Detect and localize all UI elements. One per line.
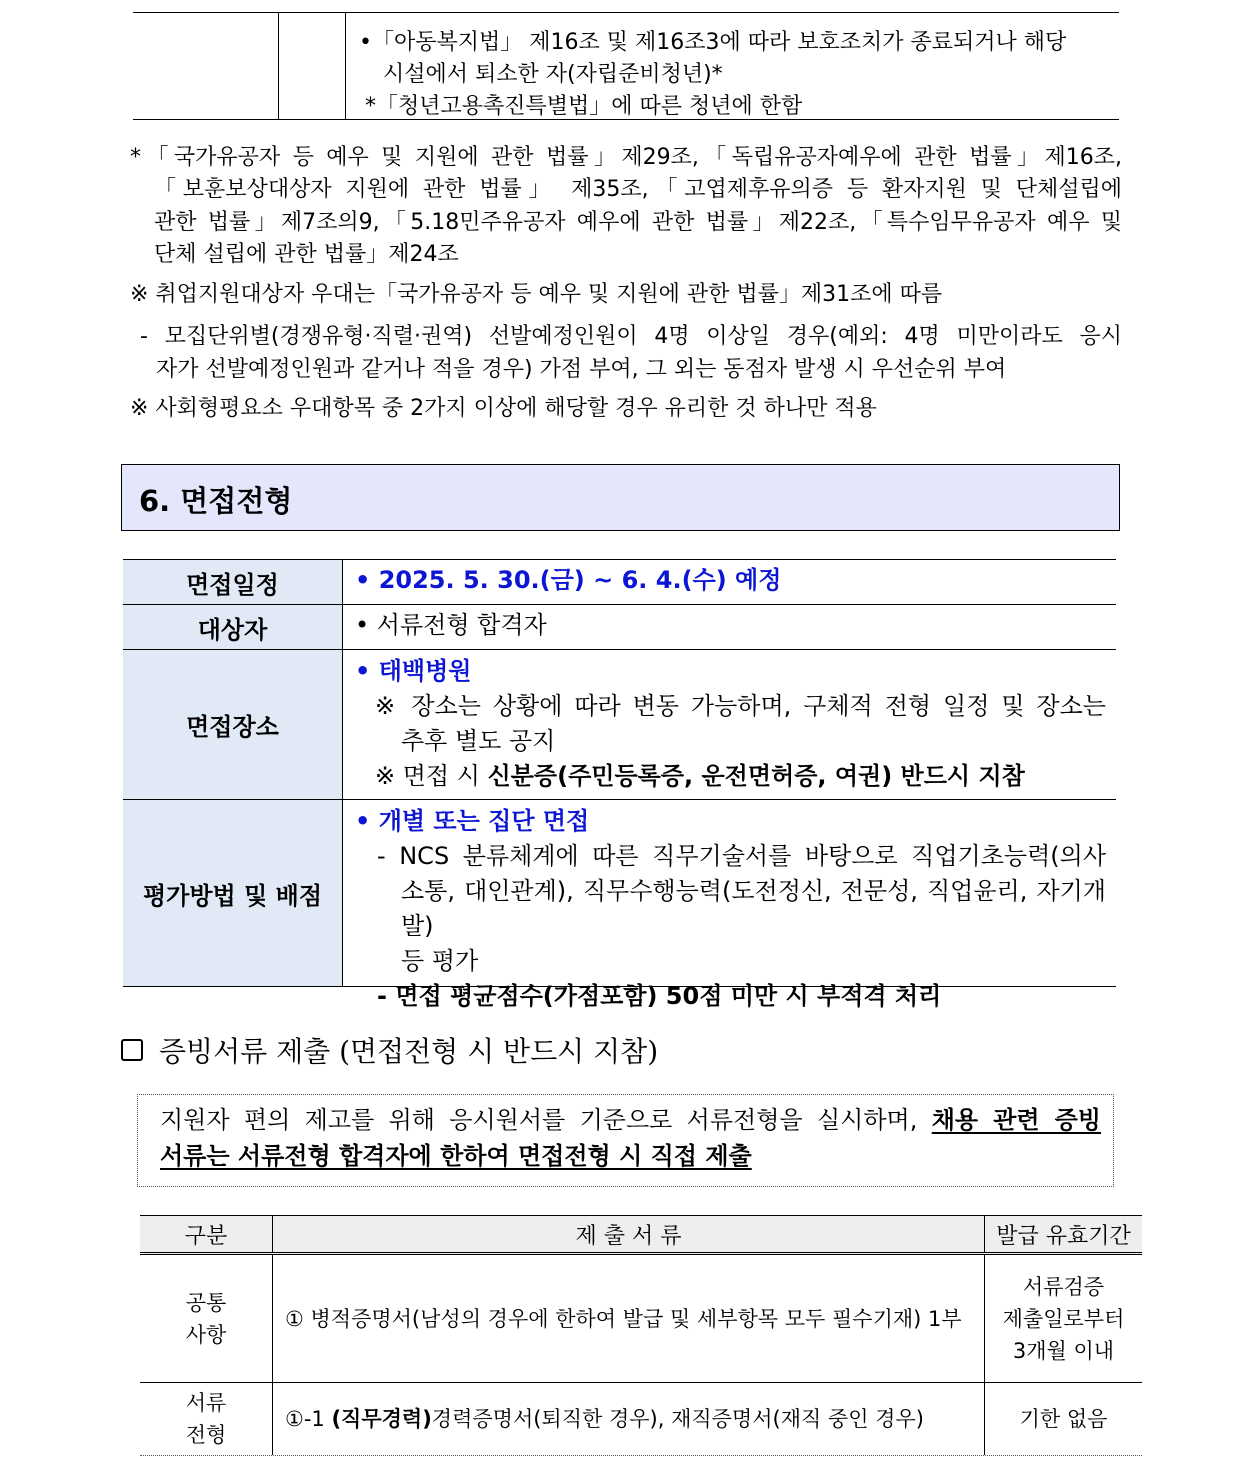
place-note: 추후 별도 공지 [401, 727, 556, 755]
documents-table [140, 1215, 1142, 1456]
bonus-points-note: 자가 선발예정인원과 같거나 적을 경우) 가점 부여, 그 외는 동점자 발생 시 우선순위 부여 [156, 357, 1007, 382]
documents-section-heading [121, 1030, 658, 1070]
eligibility-table-fragment [133, 12, 1119, 120]
eval-detail: 등 평가 [401, 947, 479, 975]
row-category: 서류 전형 [185, 1391, 227, 1447]
disqualification-rule: - 면접 평균점수(가점포함) 50점 미만 시 부적격 처리 [377, 982, 942, 1010]
section-header [121, 464, 1120, 531]
law-footnote-line: 관한 법률」제7조의9,「5.18민주유공자 예우에 관한 법률」제22조,「특수임무유공자 예우 및 [154, 210, 1122, 235]
table-row [123, 605, 1116, 650]
eval-detail: 소통, 대인관계), 직무수행능력(도전정신, 전문성, 직업윤리, 자기개발) [401, 877, 1106, 940]
notice-line: 서류는 서류전형 합격자에 한하여 면접전형 시 직접 제출 [160, 1142, 752, 1170]
header-documents: 제 출 서 류 [272, 1216, 985, 1252]
employment-support-note: ※ 취업지원대상자 우대는「국가유공자 등 예우 및 지원에 관한 법률」제31조에 따름 [130, 282, 943, 307]
row-category: 공통 사항 [185, 1290, 227, 1347]
id-card-requirement: 신분증(주민등록증, 운전면허증, 여권) 반드시 지참 [487, 762, 1025, 790]
table-header-row [140, 1215, 1142, 1255]
place-note: ※ 장소는 상황에 따라 변동 가능하며, 구체적 전형 일정 및 장소는 [375, 692, 1106, 720]
social-equity-note: ※ 사회형평요소 우대항목 중 2가지 이상에 해당할 경우 유리한 것 하나만 적용 [130, 396, 877, 421]
header-category: 구분 [184, 1223, 228, 1249]
section-title: 6. 면접전형 [139, 484, 293, 518]
eligibility-footnote: *「청년고용촉진특별법」에 따른 청년에 한함 [365, 94, 803, 119]
interview-table [123, 559, 1116, 1010]
documents-notice-box [137, 1094, 1114, 1187]
schedule-value: • 2025. 5. 30.(금) ~ 6. 4.(수) 예정 [355, 566, 782, 594]
schedule-label: 면접일정 [123, 560, 343, 604]
notice-line: 지원자 편의 제고를 위해 응시원서를 기준으로 서류전형을 실시하며, 채용 관련 증빙 [160, 1106, 1101, 1134]
target-label: 대상자 [123, 605, 343, 649]
row-validity: 기한 없음 [1019, 1407, 1108, 1431]
table-row [140, 1255, 1142, 1383]
law-footnote-line: 「보훈보상대상자 지원에 관한 법률」 제35조,「고엽제후유의증 등 환자지원 및 단체설립에 [154, 177, 1122, 202]
table-row [123, 560, 1116, 605]
target-value: • 서류전형 합격자 [355, 611, 547, 639]
table-row [123, 800, 1116, 1010]
eval-label: 평가방법 및 배점 [123, 800, 343, 986]
eligibility-line: •「아동복지법」 제16조 및 제16조3에 따라 보호조치가 종료되거나 해당 [359, 30, 1067, 55]
row-document: ① 병적증명서(남성의 경우에 한하여 발급 및 세부항목 모두 필수기재) 1부 [272, 1255, 985, 1382]
eligibility-line: 시설에서 퇴소한 자(자립준비청년)* [383, 62, 723, 87]
row-validity: 서류검증 제출일로부터 3개월 이내 [1002, 1274, 1125, 1363]
place-label: 면접장소 [123, 650, 343, 799]
checkbox-icon [121, 1039, 143, 1061]
header-validity: 발급 유효기간 [996, 1223, 1131, 1249]
table-row [140, 1383, 1142, 1456]
row-document: ①-1 (직무경력) 경력증명서(퇴직한 경우), 재직증명서(재직 중인 경우) [272, 1383, 985, 1455]
eval-detail: - NCS 분류체계에 따른 직무기술서를 바탕으로 직업기초능력(의사 [377, 842, 1106, 870]
eval-value: • 개별 또는 집단 면접 [355, 807, 590, 835]
table-column-divider [278, 13, 279, 119]
place-value: • 태백병원 [355, 657, 472, 685]
law-footnote-line: *「국가유공자 등 예우 및 지원에 관한 법률」제29조,「독립유공자예우에 관한 법률」제16조, [130, 145, 1122, 170]
bonus-points-note: - 모집단위별(경쟁유형·직렬·권역) 선발예정인원이 4명 이상일 경우(예외: 4명 미만이라도 응시 [140, 324, 1122, 349]
table-column-divider [345, 13, 346, 119]
table-row [123, 650, 1116, 800]
id-card-note: ※ 면접 시 신분증(주민등록증, 운전면허증, 여권) 반드시 지참 [375, 762, 1025, 790]
law-footnote-line: 단체 설립에 관한 법률」제24조 [154, 242, 459, 267]
documents-section-title: 증빙서류 제출 (면접전형 시 반드시 지참) [159, 1035, 659, 1068]
